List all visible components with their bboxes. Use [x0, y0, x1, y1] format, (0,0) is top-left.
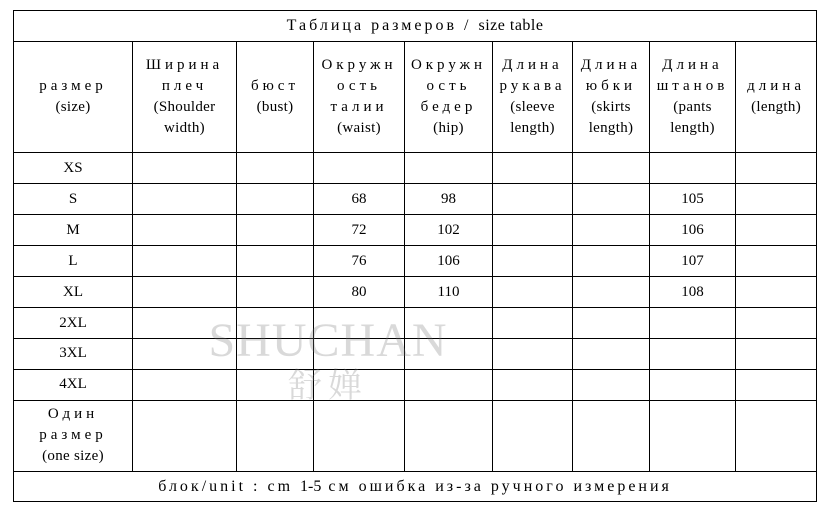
- cell-skirt: [573, 277, 650, 308]
- cell-bust: [237, 215, 314, 246]
- cell-size: L: [14, 246, 133, 277]
- header-skirt: Длина юбки (skirts length): [573, 41, 650, 152]
- cell-pants: 108: [650, 277, 736, 308]
- size-table: [13, 10, 817, 502]
- cell-length: [736, 246, 817, 277]
- cell-pants: [650, 308, 736, 339]
- table-title-ru: Таблица размеров /: [286, 17, 472, 35]
- header-length: длина (length): [736, 41, 817, 152]
- cell-size: M: [14, 215, 133, 246]
- header-hip: Окружность бедер (hip): [405, 41, 493, 152]
- cell-pants: 107: [650, 246, 736, 277]
- watermark-logo-zh: 舒婵: [288, 366, 368, 406]
- cell-waist: [314, 308, 405, 339]
- cell-shoulder: [133, 215, 237, 246]
- cell-bust: [237, 184, 314, 215]
- cell-sleeve: [493, 400, 573, 471]
- cell-skirt: [573, 338, 650, 369]
- watermark-brand: SHUCHAN: [208, 314, 448, 367]
- cell-hip: [405, 400, 493, 471]
- header-row: [14, 41, 817, 152]
- cell-hip: [405, 338, 493, 369]
- cell-size: XS: [14, 153, 133, 184]
- cell-waist: 68: [314, 184, 405, 215]
- cell-skirt: [573, 184, 650, 215]
- cell-shoulder: [133, 184, 237, 215]
- table-row: [14, 369, 817, 400]
- cell-shoulder: [133, 153, 237, 184]
- table-title-en: size table: [478, 17, 544, 35]
- cell-sleeve: [493, 338, 573, 369]
- cell-shoulder: [133, 277, 237, 308]
- cell-waist: 76: [314, 246, 405, 277]
- cell-sleeve: [493, 308, 573, 339]
- footer-suffix: см ошибка из-за ручного измерения: [328, 478, 672, 496]
- footer-prefix: блок/unit : cm: [158, 478, 294, 496]
- cell-pants: [650, 369, 736, 400]
- cell-sleeve: [493, 184, 573, 215]
- table-title: [14, 11, 817, 42]
- cell-size: 3XL: [14, 338, 133, 369]
- cell-waist: [314, 338, 405, 369]
- cell-hip: 102: [405, 215, 493, 246]
- cell-length: [736, 369, 817, 400]
- cell-length: [736, 215, 817, 246]
- cell-length: [736, 400, 817, 471]
- cell-sleeve: [493, 153, 573, 184]
- footer-range: 1-5: [300, 478, 322, 496]
- cell-size: XL: [14, 277, 133, 308]
- cell-size: 4XL: [14, 369, 133, 400]
- cell-pants: [650, 400, 736, 471]
- cell-bust: [237, 400, 314, 471]
- table-row: [14, 338, 817, 369]
- cell-hip: [405, 308, 493, 339]
- cell-bust: [237, 153, 314, 184]
- cell-sleeve: [493, 215, 573, 246]
- cell-waist: 72: [314, 215, 405, 246]
- cell-size: S: [14, 184, 133, 215]
- cell-skirt: [573, 308, 650, 339]
- cell-skirt: [573, 246, 650, 277]
- table-row: [14, 308, 817, 339]
- table-row: [14, 246, 817, 277]
- cell-sleeve: [493, 369, 573, 400]
- table-row: [14, 215, 817, 246]
- cell-sleeve: [493, 277, 573, 308]
- cell-shoulder: [133, 308, 237, 339]
- cell-hip: 98: [405, 184, 493, 215]
- header-shoulder: Ширина плеч (Shoulder width): [133, 41, 237, 152]
- cell-shoulder: [133, 338, 237, 369]
- size-table-container: [13, 10, 816, 502]
- cell-bust: [237, 338, 314, 369]
- cell-skirt: [573, 153, 650, 184]
- cell-sleeve: [493, 246, 573, 277]
- cell-hip: [405, 369, 493, 400]
- cell-pants: 105: [650, 184, 736, 215]
- cell-hip: 110: [405, 277, 493, 308]
- header-bust: бюст (bust): [237, 41, 314, 152]
- table-footer: [14, 472, 817, 502]
- cell-shoulder: [133, 246, 237, 277]
- cell-shoulder: [133, 369, 237, 400]
- header-waist: Окружность талии (waist): [314, 41, 405, 152]
- cell-length: [736, 277, 817, 308]
- cell-skirt: [573, 369, 650, 400]
- cell-pants: 106: [650, 215, 736, 246]
- cell-skirt: [573, 400, 650, 471]
- cell-waist: 80: [314, 277, 405, 308]
- cell-hip: 106: [405, 246, 493, 277]
- table-row: [14, 153, 817, 184]
- header-size: размер (size): [14, 41, 133, 152]
- cell-length: [736, 308, 817, 339]
- cell-bust: [237, 277, 314, 308]
- cell-length: [736, 153, 817, 184]
- cell-waist: [314, 369, 405, 400]
- cell-waist: [314, 153, 405, 184]
- header-sleeve: Длина рукава (sleeve length): [493, 41, 573, 152]
- cell-bust: [237, 369, 314, 400]
- cell-length: [736, 338, 817, 369]
- cell-bust: [237, 246, 314, 277]
- table-row: [14, 277, 817, 308]
- table-row: [14, 184, 817, 215]
- cell-waist: [314, 400, 405, 471]
- header-pants: Длина штанов (pants length): [650, 41, 736, 152]
- one-size-row: [14, 400, 817, 471]
- cell-shoulder: [133, 400, 237, 471]
- cell-bust: [237, 308, 314, 339]
- cell-skirt: [573, 215, 650, 246]
- cell-length: [736, 184, 817, 215]
- one-size-label: Один размер (one size): [14, 400, 133, 471]
- cell-pants: [650, 338, 736, 369]
- cell-size: 2XL: [14, 308, 133, 339]
- cell-hip: [405, 153, 493, 184]
- cell-pants: [650, 153, 736, 184]
